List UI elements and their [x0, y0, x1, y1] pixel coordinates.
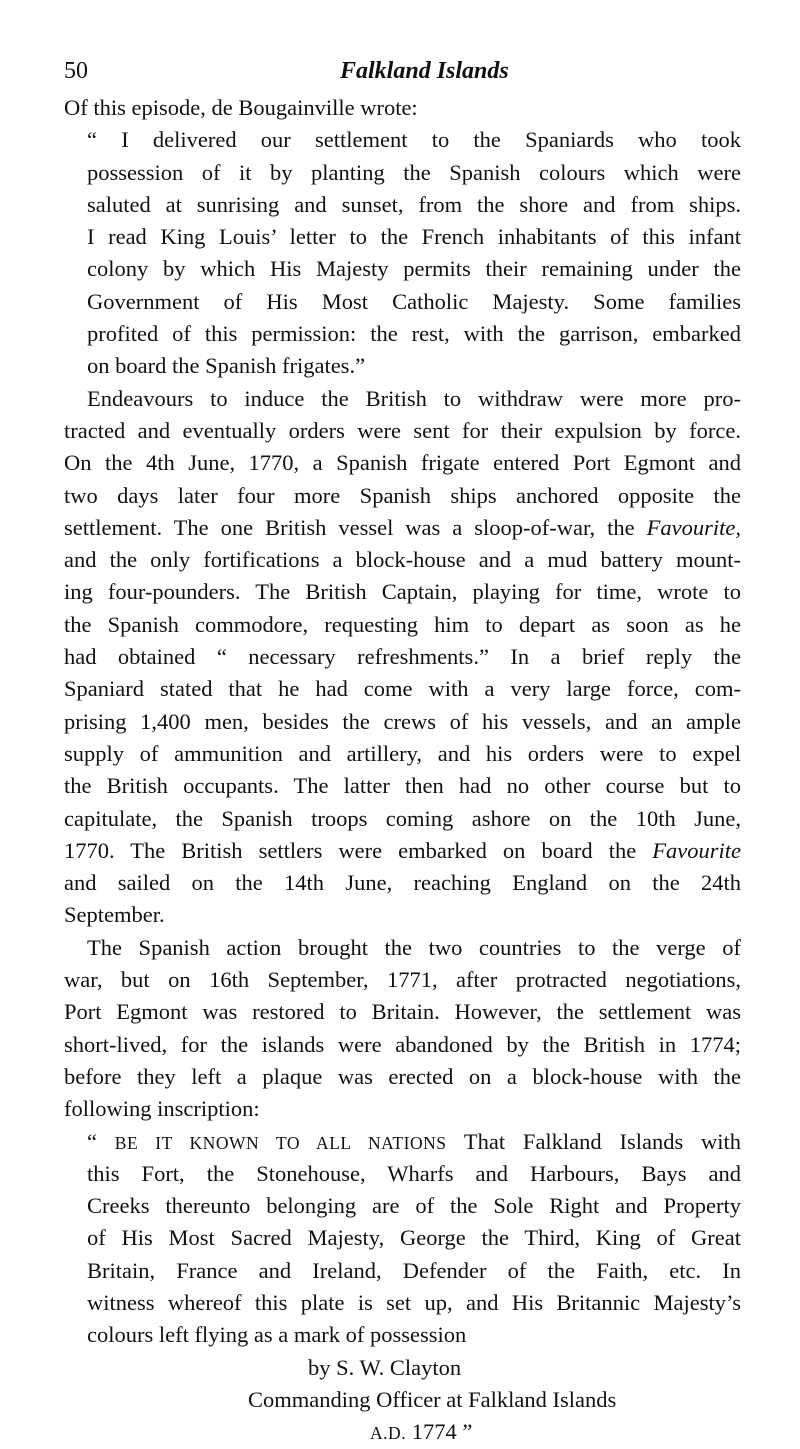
text-run: “: [87, 1128, 115, 1154]
text-line: war, but on 16th September, 1771, after protracted negotiations,: [64, 967, 741, 993]
text-line: and the only fortifications a block-house and a mud battery mount-: [64, 547, 741, 573]
text-line: [64, 835, 741, 867]
text-line: the Spanish commodore, requesting him to depart as soon as he: [64, 611, 741, 637]
inscription-line: of His Most Sacred Majesty, George the Third, King of Great: [87, 1225, 741, 1251]
text-line: two days later four more Spanish ships anchored opposite the: [64, 482, 741, 508]
page-number: 50: [64, 58, 88, 84]
text-line: Spaniard stated that he had come with a very large force, com-: [64, 676, 741, 702]
page-header: [64, 58, 744, 90]
text-run: 1770. The British settlers were embarked on board the: [64, 837, 653, 863]
small-caps-text: BE IT KNOWN TO ALL NATIONS: [114, 1132, 447, 1153]
text-line: Endeavours to induce the British to withdraw were more pro-: [87, 385, 741, 411]
ship-name: Favourite,: [646, 514, 741, 540]
text-run: by S. W. Clayton: [308, 1354, 462, 1380]
quote-line: Government of His Most Catholic Majesty. Some families: [87, 288, 741, 314]
quote-line: on board the Spanish frigates.”: [87, 353, 366, 379]
text-line: capitulate, the Spanish troops coming ashore on the 10th June,: [64, 805, 741, 831]
text-line: Port Egmont was restored to Britain. However, the settlement was: [64, 999, 741, 1025]
text-line: short-lived, for the islands were abandoned by the British in 1774;: [64, 1031, 741, 1057]
text-line: [64, 512, 741, 544]
inscription-line: colours left flying as a mark of possession: [87, 1322, 467, 1348]
quote-line: possession of it by planting the Spanish colours which were: [87, 159, 741, 185]
text-line: following inscription:: [64, 1096, 260, 1122]
text-line: Of this episode, de Bougainville wrote:: [64, 95, 418, 120]
text-run: That Falkland Islands with: [446, 1128, 741, 1154]
text-line: September.: [64, 902, 165, 928]
body-text: [64, 92, 741, 1448]
text-run: Commanding Officer at Falkland Islands: [248, 1386, 617, 1412]
text-run: settlement. The one British vessel was a sloop-of-war, the: [64, 514, 647, 540]
text-line: and sailed on the 14th June, reaching England on the 24th: [64, 870, 741, 896]
text-run: 1774 ”: [406, 1419, 473, 1445]
inscription-signature: [64, 1352, 741, 1384]
inscription-line: Britain, France and Ireland, Defender of the Faith, etc. In: [87, 1257, 741, 1283]
text-line: prising 1,400 men, besides the crews of his vessels, and an ample: [64, 708, 741, 734]
inscription-line: [64, 1126, 741, 1158]
text-run: [370, 1419, 472, 1444]
inscription-office: [64, 1384, 741, 1416]
text-line: ing four-pounders. The British Captain, playing for time, wrote to: [64, 579, 741, 605]
ship-name: Favourite: [652, 837, 741, 863]
quote-line: “ I delivered our settlement to the Spaniards who took: [87, 127, 741, 153]
inscription-line: witness whereof this plate is set up, and His Britannic Majesty’s: [87, 1289, 741, 1315]
text-line: the British occupants. The latter then had no other course but to: [64, 773, 741, 799]
text-line: The Spanish action brought the two countries to the verge of: [87, 934, 741, 960]
text-line: before they left a plaque was erected on a block-house with the: [64, 1063, 741, 1089]
inscription-line: this Fort, the Stonehouse, Wharfs and Harbours, Bays and: [87, 1160, 741, 1186]
quote-line: I read King Louis’ letter to the French inhabitants of this infant: [87, 224, 741, 250]
text-line: tracted and eventually orders were sent for their expulsion by force.: [64, 417, 741, 443]
quote-line: saluted at sunrising and sunset, from the shore and from ships.: [87, 191, 741, 217]
inscription-line: Creeks thereunto belonging are of the Sole Right and Property: [87, 1193, 741, 1219]
quote-line: profited of this permission: the rest, with the garrison, embarked: [87, 321, 741, 347]
text-line: had obtained “ necessary refreshments.” In a brief reply the: [64, 644, 741, 670]
text-line: supply of ammunition and artillery, and his orders were to expel: [64, 740, 741, 766]
inscription-date: [64, 1416, 741, 1448]
running-title: Falkland Islands: [340, 58, 509, 84]
text-line: On the 4th June, 1770, a Spanish frigate entered Port Egmont and: [64, 450, 741, 476]
quote-line: colony by which His Majesty permits their remaining under the: [87, 256, 741, 282]
small-caps-text: A.D.: [370, 1423, 407, 1444]
